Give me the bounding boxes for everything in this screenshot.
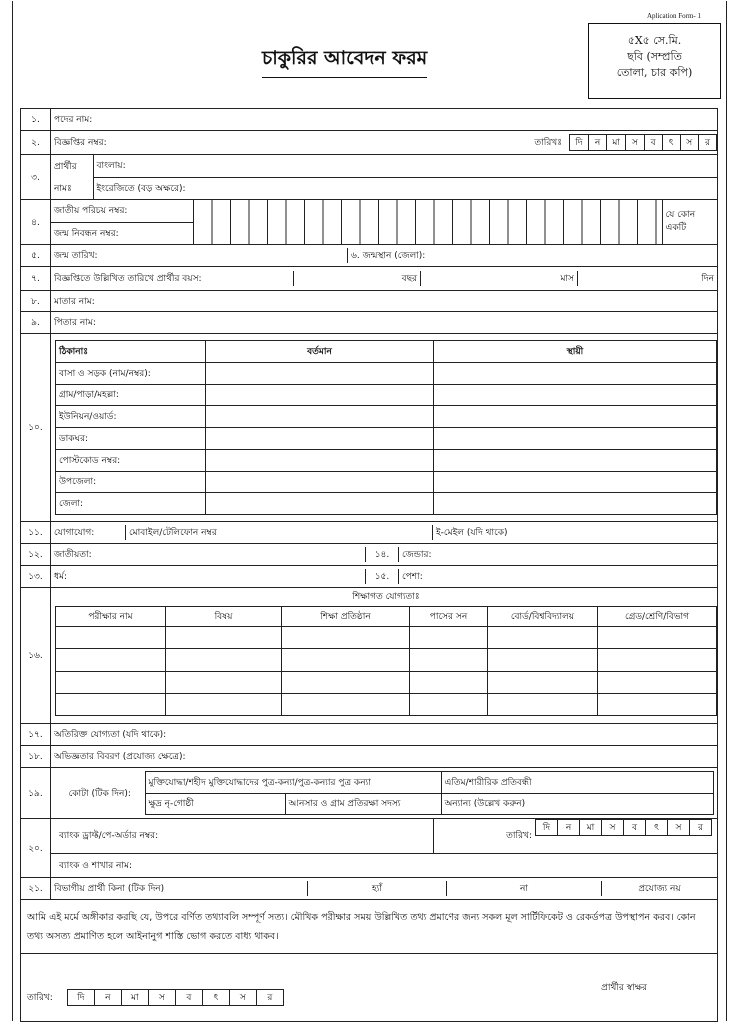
education-cell[interactable] bbox=[56, 671, 166, 693]
date-box[interactable]: দি bbox=[67, 990, 94, 1006]
row-number: ২০. bbox=[21, 819, 51, 878]
education-cell[interactable] bbox=[56, 649, 166, 671]
draft-number-label: ব্যাংক ড্রাফ্ট/পে-অর্ডার নম্বর: bbox=[59, 831, 159, 842]
month-label: মাস bbox=[560, 274, 574, 284]
birth-reg-label: জন্ম নিবন্ধন নম্বর: bbox=[51, 222, 193, 244]
any-one-text: একটি bbox=[665, 223, 687, 233]
applicant-signature-label[interactable]: প্রার্থীর স্বাক্ষর bbox=[601, 983, 647, 993]
quota-freedom-fighter-option[interactable] bbox=[145, 772, 441, 794]
education-cell[interactable] bbox=[488, 627, 598, 649]
age-days-field[interactable] bbox=[578, 271, 718, 286]
date-box[interactable]: ন bbox=[558, 820, 580, 836]
religion-label: ধর্ম: bbox=[54, 572, 68, 582]
row-number: ১৫. bbox=[366, 569, 399, 584]
footer-date-boxes[interactable] bbox=[67, 989, 284, 1006]
row-number: ৪. bbox=[21, 200, 51, 245]
education-cell[interactable] bbox=[410, 671, 488, 693]
address-table bbox=[55, 340, 717, 515]
education-cell[interactable] bbox=[410, 649, 488, 671]
application-form-table bbox=[20, 108, 718, 1022]
date-box[interactable]: স bbox=[148, 990, 175, 1006]
row-number: ১২. bbox=[21, 544, 51, 566]
declaration-text: আমি এই মর্মে অঙ্গীকার করছি যে, উপরে বর্ণিত তথ্যাবলি সম্পূর্ণ সত্য। মৌখিক পরীক্ষার সময় উল্লিখিত তথ্য প্রমাণের জন্য সকল মূল সার্টিফিকেট ও রেকর্ডপত্র উপস্থাপন করব। কোন তথ্য অসত্য প্রমাণিত হলে আইনানুগ শাস্তি ভোগ করতে বাধ্য থাকব। bbox=[21, 900, 718, 954]
present-address-input[interactable] bbox=[206, 428, 434, 450]
experience-field[interactable] bbox=[51, 746, 718, 768]
gender-field[interactable] bbox=[399, 547, 718, 562]
col-grade: গ্রেড/শ্রেণি/বিভাগ bbox=[598, 607, 717, 627]
address-line-label: পোস্টকোড নম্বর: bbox=[56, 449, 206, 471]
circular-date-boxes[interactable] bbox=[569, 134, 717, 151]
quota-other-label: অন্যান্য (উল্লেখ করুন) bbox=[444, 799, 526, 810]
col-passing-year: পাসের সন bbox=[410, 607, 488, 627]
date-box[interactable]: ন bbox=[94, 990, 121, 1006]
day-label: দিন bbox=[701, 274, 714, 284]
permanent-address-input[interactable] bbox=[434, 362, 717, 384]
photo-size-text: ৫X৫ সে.মি. bbox=[627, 34, 682, 47]
row-number: ২১. bbox=[21, 878, 51, 900]
date-box[interactable]: ব bbox=[624, 820, 646, 836]
education-cell[interactable] bbox=[166, 649, 282, 671]
date-box[interactable]: ৎ bbox=[646, 820, 668, 836]
quota-freedom-fighter-label: মুক্তিযোদ্ধা/শহীদ মুক্তিযোদ্ধাদের পুত্র-কন্যা/পুত্র-কন্যার পুত্র কন্যা bbox=[148, 777, 371, 788]
form-number-label: Aplication Form- 1 bbox=[646, 12, 701, 20]
additional-qualification-field[interactable] bbox=[51, 724, 718, 746]
name-english-label: ইংরেজিতে (বড় অক্ষরে): bbox=[96, 183, 186, 194]
photo-copies-text: তোলা, চার কপি) bbox=[616, 66, 693, 79]
quota-ethnic-option[interactable] bbox=[145, 793, 285, 815]
mobile-field[interactable] bbox=[126, 525, 433, 540]
date-box[interactable]: র bbox=[698, 135, 716, 151]
row-number: ১. bbox=[21, 109, 51, 131]
occupation-label: পেশা: bbox=[402, 572, 423, 582]
present-address-input[interactable] bbox=[206, 362, 434, 384]
permanent-address-input[interactable] bbox=[434, 493, 717, 515]
quota-label: কোটা (টিক দিন): bbox=[55, 772, 145, 815]
departmental-no-option[interactable] bbox=[447, 881, 602, 896]
row-number: ১৩. bbox=[21, 566, 51, 588]
permanent-address-heading: স্থায়ী bbox=[434, 341, 717, 363]
photo-recent-text: ছবি (সম্প্রতি bbox=[627, 50, 682, 63]
row-number: ৮. bbox=[21, 291, 51, 312]
quota-other-option[interactable] bbox=[441, 793, 714, 815]
date-box[interactable]: দি bbox=[536, 820, 558, 836]
mother-name-field[interactable] bbox=[51, 291, 718, 312]
quota-orphan-label: এতিম/শারীরিক প্রতিবন্ধী bbox=[444, 777, 532, 788]
education-cell[interactable] bbox=[166, 693, 282, 715]
education-cell[interactable] bbox=[488, 649, 598, 671]
row-number: ৭. bbox=[21, 267, 51, 291]
address-line-label: ডাকঘর: bbox=[56, 428, 206, 450]
draft-date-boxes[interactable] bbox=[535, 819, 712, 836]
education-cell[interactable] bbox=[166, 627, 282, 649]
father-name-label: পিতার নাম: bbox=[54, 318, 96, 328]
experience-label: অভিজ্ঞতার বিবরণ (প্রযোজ্য ক্ষেত্রে): bbox=[54, 752, 186, 762]
contact-label: যোগাযোগ: bbox=[51, 525, 126, 540]
occupation-field[interactable] bbox=[399, 569, 718, 584]
row-number: ৬. bbox=[351, 251, 360, 261]
row-number: ১১. bbox=[21, 522, 51, 544]
birthplace-field[interactable] bbox=[348, 248, 718, 263]
education-cell[interactable] bbox=[282, 671, 410, 693]
post-name-field[interactable] bbox=[51, 109, 718, 131]
address-heading: ঠিকানাঃ bbox=[56, 341, 206, 363]
date-box[interactable]: ৎ bbox=[202, 990, 229, 1006]
date-box[interactable]: স bbox=[602, 820, 624, 836]
not-applicable-label: প্রযোজ্য নয় bbox=[638, 884, 681, 894]
id-digit-boxes[interactable] bbox=[193, 200, 662, 244]
row-number: ৫. bbox=[21, 245, 51, 267]
date-box[interactable]: মা bbox=[580, 820, 602, 836]
row-number: ১৪. bbox=[366, 547, 399, 562]
row-number: ১০. bbox=[21, 334, 51, 522]
date-box[interactable]: র bbox=[690, 820, 712, 836]
row-number: ৯. bbox=[21, 312, 51, 334]
address-line-label: ইউনিয়ন/ওয়ার্ড: bbox=[56, 406, 206, 428]
permanent-address-input[interactable] bbox=[434, 428, 717, 450]
present-address-input[interactable] bbox=[206, 471, 434, 493]
col-institution: শিক্ষা প্রতিষ্ঠান bbox=[282, 607, 410, 627]
education-heading: শিক্ষাগত যোগ্যতাঃ bbox=[352, 592, 420, 602]
education-cell[interactable] bbox=[410, 693, 488, 715]
departmental-label: বিভাগীয় প্রার্থী কিনা (টিক দিন) bbox=[51, 881, 308, 896]
permanent-address-input[interactable] bbox=[434, 471, 717, 493]
year-label: বছর bbox=[401, 274, 417, 284]
date-box[interactable]: মা bbox=[607, 135, 626, 151]
birth-date-label: জন্ম তারিখ: bbox=[54, 251, 98, 261]
mother-name-label: মাতার নাম: bbox=[54, 296, 95, 307]
name-label: নামঃ bbox=[51, 177, 93, 199]
nationality-label: জাতীয়তা: bbox=[54, 550, 92, 560]
date-box[interactable]: স bbox=[680, 135, 698, 151]
address-line-label: জেলা: bbox=[56, 493, 206, 515]
education-cell[interactable] bbox=[282, 627, 410, 649]
email-field[interactable] bbox=[433, 525, 718, 540]
education-cell[interactable] bbox=[282, 693, 410, 715]
nationality-field[interactable] bbox=[51, 547, 366, 562]
form-title: চাকুরির আবেদন ফরম bbox=[262, 44, 427, 78]
date-box[interactable]: দি bbox=[570, 135, 589, 151]
circular-number-label: বিজ্ঞপ্তির নম্বর: bbox=[54, 138, 107, 148]
quota-ansar-label: আনসার ও গ্রাম প্রতিরক্ষা সদস্য bbox=[288, 799, 401, 810]
permanent-address-input[interactable] bbox=[434, 384, 717, 406]
bank-branch-label: ব্যাংক ও শাখার নাম: bbox=[59, 860, 133, 871]
row-number: ১৭. bbox=[21, 724, 51, 746]
draft-date-label: তারিখ: bbox=[433, 819, 535, 853]
no-label: না bbox=[520, 884, 528, 894]
age-months-field[interactable] bbox=[421, 271, 578, 286]
footer-date-label: তারিখ: bbox=[27, 993, 53, 1003]
birthplace-label: জন্মস্থান (জেলা): bbox=[362, 251, 426, 261]
gender-label: জেন্ডার: bbox=[402, 550, 432, 560]
education-cell[interactable] bbox=[282, 649, 410, 671]
mobile-label: মোবাইল/টেলিফোন নম্বর bbox=[129, 528, 217, 538]
circular-number-field[interactable] bbox=[51, 134, 505, 151]
father-name-field[interactable] bbox=[51, 312, 718, 334]
education-cell[interactable] bbox=[488, 671, 598, 693]
present-address-input[interactable] bbox=[206, 449, 434, 471]
draft-number-field[interactable] bbox=[51, 819, 433, 853]
col-exam: পরীক্ষার নাম bbox=[56, 607, 166, 627]
present-address-input[interactable] bbox=[206, 406, 434, 428]
circular-date-label: তারিখঃ bbox=[534, 138, 562, 148]
date-box[interactable]: স bbox=[626, 135, 644, 151]
present-address-input[interactable] bbox=[206, 384, 434, 406]
yes-label: হ্যাঁ bbox=[372, 884, 382, 894]
quota-ansar-option[interactable] bbox=[285, 793, 441, 815]
date-box[interactable]: স bbox=[229, 990, 256, 1006]
education-cell[interactable] bbox=[56, 627, 166, 649]
row-number: ১৯. bbox=[21, 768, 51, 819]
address-line-label: উপজেলা: bbox=[56, 471, 206, 493]
date-box[interactable]: মা bbox=[121, 990, 148, 1006]
row-number: ১৮. bbox=[21, 746, 51, 768]
applicant-label: প্রার্থীর bbox=[51, 155, 93, 177]
permanent-address-input[interactable] bbox=[434, 449, 717, 471]
departmental-yes-option[interactable] bbox=[308, 881, 447, 896]
any-one-text: যে কোন bbox=[665, 210, 696, 220]
age-label: বিজ্ঞপ্তিতে উল্লিখিত তারিখে প্রার্থীর বয়স: bbox=[51, 271, 294, 286]
religion-field[interactable] bbox=[51, 569, 366, 584]
date-box[interactable]: ৎ bbox=[662, 135, 680, 151]
education-cell[interactable] bbox=[598, 693, 717, 715]
address-line-label: বাসা ও সড়ক (নাম/নম্বর): bbox=[56, 362, 206, 384]
photo-box[interactable] bbox=[588, 23, 721, 99]
education-table bbox=[55, 606, 717, 716]
date-box[interactable]: ব bbox=[175, 990, 202, 1006]
present-address-input[interactable] bbox=[206, 493, 434, 515]
name-bangla-label: বাংলায়: bbox=[96, 161, 126, 172]
row-number: ৩. bbox=[21, 155, 51, 200]
row-number: ২. bbox=[21, 131, 51, 155]
bank-branch-field[interactable] bbox=[51, 853, 717, 877]
education-cell[interactable] bbox=[488, 693, 598, 715]
date-box[interactable]: র bbox=[256, 990, 283, 1006]
date-box[interactable]: স bbox=[668, 820, 690, 836]
quota-ethnic-label: ক্ষুদ্র নৃ-গোষ্ঠী bbox=[148, 799, 194, 810]
present-address-heading: বর্তমান bbox=[206, 341, 434, 363]
education-cell[interactable] bbox=[598, 627, 717, 649]
education-cell[interactable] bbox=[166, 671, 282, 693]
education-cell[interactable] bbox=[598, 671, 717, 693]
email-label: ই-মেইল (যদি থাকে) bbox=[436, 528, 508, 538]
address-line-label: গ্রাম/পাড়া/মহল্লা: bbox=[56, 384, 206, 406]
education-cell[interactable] bbox=[410, 627, 488, 649]
departmental-na-option[interactable] bbox=[602, 881, 718, 896]
row-number: ১৬. bbox=[21, 588, 51, 724]
date-box[interactable]: ব bbox=[644, 135, 662, 151]
quota-orphan-option[interactable] bbox=[441, 772, 714, 794]
name-bangla-field[interactable] bbox=[93, 155, 717, 177]
permanent-address-input[interactable] bbox=[434, 406, 717, 428]
post-name-label: পদের নাম: bbox=[54, 115, 93, 125]
education-cell[interactable] bbox=[56, 693, 166, 715]
additional-qualification-label: অতিরিক্ত যোগ্যতা (যদি থাকে): bbox=[54, 730, 167, 740]
name-english-field[interactable] bbox=[93, 177, 717, 199]
date-box[interactable]: ন bbox=[588, 135, 606, 151]
col-subject: বিষয় bbox=[166, 607, 282, 627]
birth-date-field[interactable] bbox=[51, 248, 348, 263]
col-board: বোর্ড/বিশ্ববিদ্যালয় bbox=[488, 607, 598, 627]
age-years-field[interactable] bbox=[294, 271, 421, 286]
education-cell[interactable] bbox=[598, 649, 717, 671]
nid-label: জাতীয় পরিচয় নম্বর: bbox=[51, 200, 193, 222]
